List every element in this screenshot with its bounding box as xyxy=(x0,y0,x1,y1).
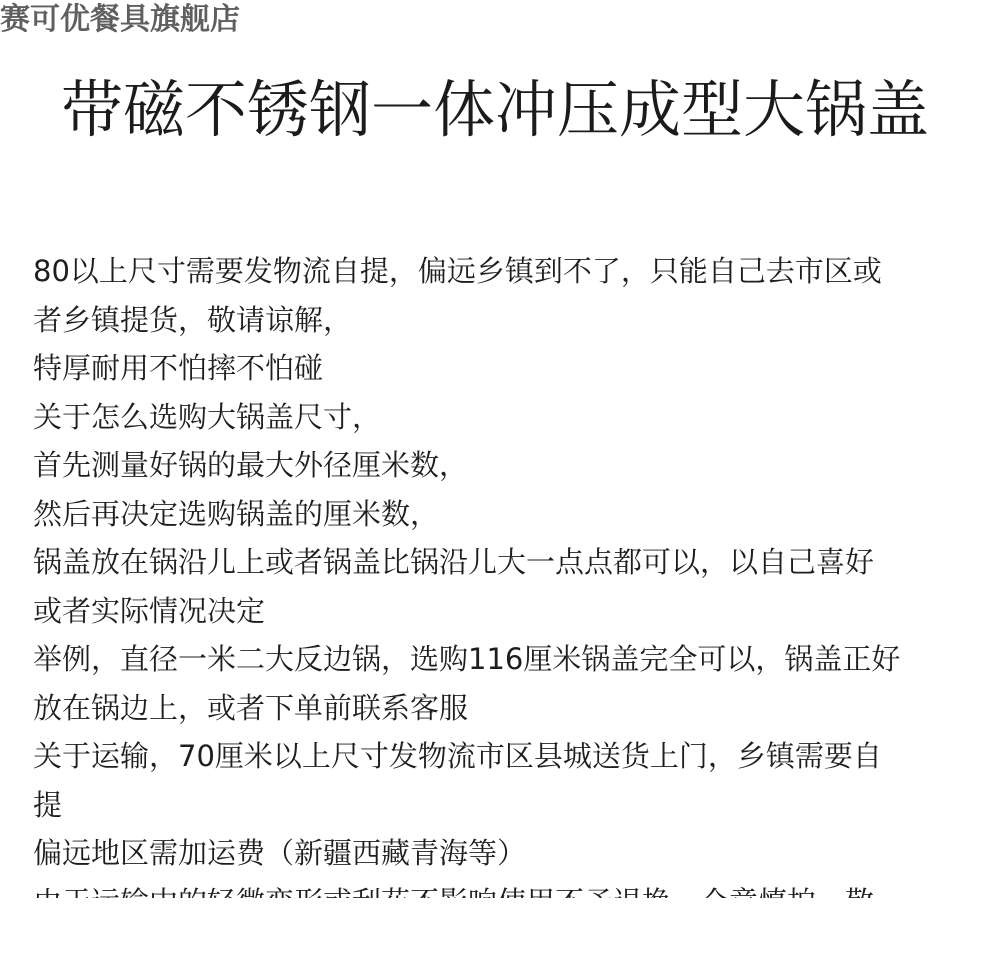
product-title: 带磁不锈钢一体冲压成型大锅盖 xyxy=(60,73,929,146)
description-line: 80以上尺寸需要发物流自提，偏远乡镇到不了，只能自己去市区或 xyxy=(33,254,882,288)
description-line: 者乡镇提货，敬请谅解， xyxy=(33,302,353,337)
description-line: 放在锅边上，或者下单前联系客服 xyxy=(33,690,469,725)
description-line: 偏远地区需加运费（新疆西藏青海等） xyxy=(33,836,527,870)
description-line: 提 xyxy=(33,787,63,822)
description-line: 或者实际情况决定 xyxy=(33,593,266,628)
description-line: 举例，直径一米二大反边锅，选购116厘米锅盖完全可以，锅盖正好 xyxy=(33,642,901,676)
description-line: 特厚耐用不怕摔不怕碰 xyxy=(33,351,324,385)
shop-name-watermark: 赛可优餐具旗舰店 xyxy=(0,2,240,37)
blank-lower-area xyxy=(0,898,990,969)
description-line: 然后再决定选购锅盖的厘米数， xyxy=(33,496,440,531)
description-line: 关于运输，70厘米以上尺寸发物流市区县城送货上门，乡镇需要自 xyxy=(33,739,882,773)
description-line: 锅盖放在锅沿儿上或者锅盖比锅沿儿大一点点都可以，以自己喜好 xyxy=(33,545,875,579)
description-line: 关于怎么选购大锅盖尺寸， xyxy=(33,399,382,434)
description-line: 首先测量好锅的最大外径厘米数， xyxy=(33,448,469,482)
product-description xyxy=(33,247,973,898)
